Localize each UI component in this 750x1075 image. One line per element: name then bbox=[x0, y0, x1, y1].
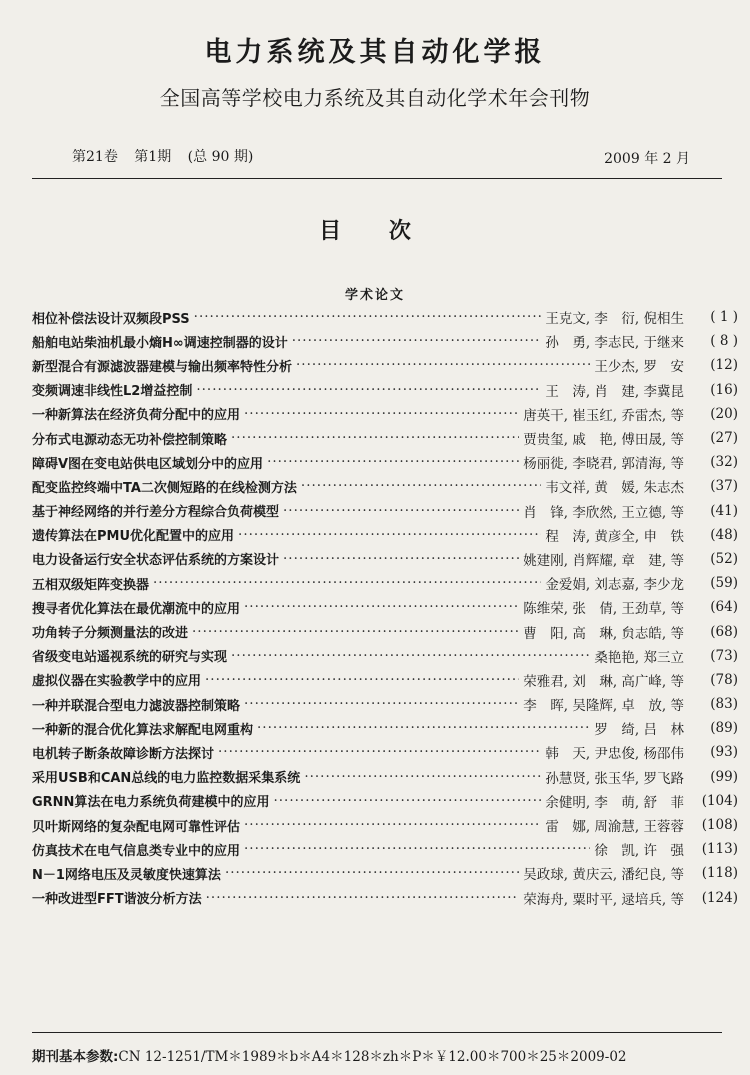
toc-entry-authors: 徐 凯, 许 强 bbox=[594, 843, 684, 860]
toc-entry-authors: 荣雅君, 刘 琳, 高广峰, 等 bbox=[523, 673, 684, 690]
toc-entry-authors: 杨丽徙, 李晓君, 郭清海, 等 bbox=[523, 456, 684, 473]
toc-entry-page: (124) bbox=[701, 889, 738, 906]
toc-leader-dots bbox=[304, 769, 541, 785]
issue-date: 2009 年 2 月 bbox=[604, 151, 690, 167]
toc-entry bbox=[32, 716, 738, 740]
toc-entry bbox=[32, 450, 738, 474]
toc-entry bbox=[32, 426, 738, 450]
toc-entry bbox=[32, 305, 738, 329]
toc-entry-authors: 曹 阳, 高 琳, 贠志皓, 等 bbox=[523, 625, 684, 642]
toc-entry-page: (59) bbox=[710, 575, 738, 592]
toc-entry-title: 船舶电站柴油机最小熵H∞调速控制器的设计 bbox=[32, 335, 288, 351]
toc-entry-title: 一种新算法在经济负荷分配中的应用 bbox=[32, 408, 241, 424]
toc-entry bbox=[32, 378, 738, 402]
total-issue-label: (总 90 期) bbox=[187, 149, 254, 165]
section-heading: 学术论文 bbox=[344, 288, 405, 303]
toc-leader-dots bbox=[205, 672, 519, 688]
toc-entry-title: 搜寻者优化算法在最优潮流中的应用 bbox=[32, 601, 241, 617]
toc-entry-page: (68) bbox=[710, 623, 738, 640]
toc-entry-authors: 金爱娟, 刘志嘉, 李少龙 bbox=[545, 577, 684, 594]
toc-entry-page: (113) bbox=[701, 841, 738, 858]
toc-entry bbox=[32, 765, 738, 789]
toc-leader-dots bbox=[218, 744, 541, 760]
toc-leader-dots bbox=[292, 333, 542, 349]
journal-parameters bbox=[32, 1045, 627, 1065]
top-divider bbox=[32, 178, 722, 179]
toc-entry-title: 基于神经网络的并行差分方程综合负荷模型 bbox=[32, 505, 280, 521]
parameters-value: CN 12-1251/TM＊1989＊b＊A4＊128＊zh＊P＊￥12.00＊700＊25＊2009-02 bbox=[118, 1049, 627, 1065]
toc-entry-page: (78) bbox=[710, 671, 738, 688]
toc-entry-page: ( 8 ) bbox=[710, 333, 738, 350]
toc-entry-authors: 李 晖, 吴隆辉, 卓 放, 等 bbox=[523, 698, 684, 715]
toc-entry-title: 新型混合有源滤波器建模与输出频率特性分析 bbox=[32, 359, 293, 375]
toc-entry bbox=[32, 813, 738, 837]
toc-entry-title: 一种改进型FFT谐波分析方法 bbox=[32, 892, 202, 908]
toc-leader-dots bbox=[192, 624, 519, 640]
volume-label: 第21卷 bbox=[72, 149, 118, 165]
toc-entry-page: (52) bbox=[710, 550, 738, 567]
toc-entry-title: GRNN算法在电力系统负荷建模中的应用 bbox=[32, 795, 270, 811]
toc-entry-title: 电机转子断条故障诊断方法探讨 bbox=[32, 746, 215, 762]
toc-entry bbox=[32, 474, 738, 498]
toc-entry-page: (118) bbox=[701, 865, 738, 882]
toc-entry-authors: 唐英干, 崔玉红, 乔雷杰, 等 bbox=[523, 407, 684, 424]
toc-entry-page: (108) bbox=[701, 817, 738, 834]
toc-leader-dots bbox=[231, 648, 590, 664]
toc-leader-dots bbox=[267, 454, 519, 470]
toc-entry-page: (93) bbox=[710, 744, 738, 761]
toc-entry-title: N－1网络电压及灵敏度快速算法 bbox=[32, 867, 221, 883]
toc-leader-dots bbox=[153, 575, 541, 591]
toc-entry bbox=[32, 329, 738, 353]
toc-entry-page: (104) bbox=[701, 792, 738, 809]
toc-leader-dots bbox=[194, 309, 542, 325]
toc-entry-authors: 韦文祥, 黄 媛, 朱志杰 bbox=[545, 480, 684, 497]
toc-leader-dots bbox=[244, 599, 519, 615]
toc-entry bbox=[32, 402, 738, 426]
toc-entry-authors: 肖 锋, 李欣然, 王立德, 等 bbox=[523, 504, 684, 521]
toc-entry-authors: 王 涛, 肖 建, 李冀昆 bbox=[545, 383, 684, 400]
toc-leader-dots bbox=[231, 430, 519, 446]
toc-leader-dots bbox=[244, 841, 590, 857]
toc-entry-title: 变频调速非线性L2增益控制 bbox=[32, 384, 193, 400]
toc-entry-page: (99) bbox=[710, 768, 738, 785]
toc-entry-authors: 桑艳艳, 郑三立 bbox=[594, 649, 684, 666]
bottom-divider bbox=[32, 1032, 722, 1033]
toc-leader-dots bbox=[283, 503, 519, 519]
toc-entry bbox=[32, 499, 738, 523]
toc-leader-dots bbox=[244, 406, 519, 422]
journal-subtitle: 全国高等学校电力系统及其自动化学术年会刊物 bbox=[159, 86, 591, 110]
toc-entry-page: (41) bbox=[710, 502, 738, 519]
toc-entry-title: 分布式电源动态无功补偿控制策略 bbox=[32, 432, 228, 448]
toc-entry-authors: 程 涛, 黄彦全, 申 铁 bbox=[545, 528, 684, 545]
toc-entry-authors: 韩 天, 尹忠俊, 杨邵伟 bbox=[545, 746, 684, 763]
toc-entry-page: (32) bbox=[710, 454, 738, 471]
toc-entry-page: (73) bbox=[710, 647, 738, 664]
toc-leader-dots bbox=[296, 357, 590, 373]
toc-entry-authors: 姚建刚, 肖辉耀, 章 建, 等 bbox=[523, 552, 684, 569]
toc-entry bbox=[32, 886, 738, 910]
toc-leader-dots bbox=[244, 817, 541, 833]
parameters-label: 期刊基本参数: bbox=[32, 1049, 119, 1065]
issue-label: 第1期 bbox=[134, 149, 172, 165]
toc-entry-authors: 余健明, 李 萌, 舒 菲 bbox=[545, 794, 684, 811]
toc-leader-dots bbox=[196, 382, 541, 398]
toc-leader-dots bbox=[257, 720, 590, 736]
toc-entry bbox=[32, 523, 738, 547]
table-of-contents bbox=[32, 305, 738, 910]
toc-entry-authors: 陈维荣, 张 倩, 王劲草, 等 bbox=[523, 601, 684, 618]
toc-entry-page: (89) bbox=[710, 720, 738, 737]
toc-entry-page: (27) bbox=[710, 430, 738, 447]
toc-entry bbox=[32, 740, 738, 764]
journal-title: 电力系统及其自动化学报 bbox=[204, 37, 546, 68]
toc-entry-title: 遗传算法在PMU优化配置中的应用 bbox=[32, 529, 235, 545]
toc-entry-title: 一种新的混合优化算法求解配电网重构 bbox=[32, 722, 254, 738]
toc-entry-title: 功角转子分频测量法的改进 bbox=[32, 626, 189, 642]
toc-entry-title: 相位补偿法设计双频段PSS bbox=[32, 311, 190, 327]
toc-leader-dots bbox=[301, 478, 541, 494]
toc-entry-title: 贝叶斯网络的复杂配电网可靠性评估 bbox=[32, 819, 241, 835]
toc-leader-dots bbox=[244, 696, 519, 712]
toc-entry-title: 省级变电站遥视系统的研究与实现 bbox=[32, 650, 228, 666]
toc-entry bbox=[32, 668, 738, 692]
toc-entry-authors: 雷 娜, 周渝慧, 王蓉蓉 bbox=[545, 819, 684, 836]
toc-leader-dots bbox=[206, 890, 520, 906]
toc-entry-authors: 罗 绮, 吕 林 bbox=[594, 722, 684, 739]
toc-entry-title: 障碍V图在变电站供电区域划分中的应用 bbox=[32, 456, 264, 472]
toc-entry bbox=[32, 644, 738, 668]
toc-entry bbox=[32, 353, 738, 377]
toc-entry bbox=[32, 619, 738, 643]
toc-entry-authors: 孙慧贤, 张玉华, 罗飞路 bbox=[545, 770, 684, 787]
toc-entry-page: (83) bbox=[710, 696, 738, 713]
toc-entry-authors: 孙 勇, 李志民, 于继来 bbox=[545, 335, 684, 352]
contents-heading: 目 次 bbox=[319, 219, 431, 244]
toc-entry-title: 一种并联混合型电力滤波器控制策略 bbox=[32, 698, 241, 714]
toc-entry bbox=[32, 837, 738, 861]
toc-entry-page: (12) bbox=[710, 357, 738, 374]
toc-entry bbox=[32, 692, 738, 716]
toc-entry-page: (16) bbox=[710, 381, 738, 398]
toc-entry-authors: 贾贵玺, 戚 艳, 傅田晟, 等 bbox=[523, 432, 684, 449]
toc-entry bbox=[32, 547, 738, 571]
issue-info bbox=[72, 146, 265, 166]
toc-entry-title: 五相双级矩阵变换器 bbox=[32, 577, 150, 593]
toc-entry-page: (37) bbox=[710, 478, 738, 495]
toc-leader-dots bbox=[283, 551, 519, 567]
toc-entry-page: (20) bbox=[710, 405, 738, 422]
toc-entry bbox=[32, 861, 738, 885]
toc-entry-title: 虚拟仪器在实验教学中的应用 bbox=[32, 674, 202, 690]
toc-entry bbox=[32, 595, 738, 619]
toc-leader-dots bbox=[273, 793, 541, 809]
toc-entry-page: (64) bbox=[710, 599, 738, 616]
toc-leader-dots bbox=[225, 865, 519, 881]
toc-entry bbox=[32, 571, 738, 595]
toc-entry-title: 采用USB和CAN总线的电力监控数据采集系统 bbox=[32, 771, 301, 787]
toc-entry-authors: 吴政球, 黄庆云, 潘纪良, 等 bbox=[523, 867, 684, 884]
toc-entry-authors: 荣海舟, 粟时平, 逯培兵, 等 bbox=[523, 891, 684, 908]
toc-leader-dots bbox=[238, 527, 541, 543]
toc-entry bbox=[32, 789, 738, 813]
toc-entry-authors: 王克文, 李 衍, 倪相生 bbox=[545, 311, 684, 328]
toc-entry-title: 电力设备运行安全状态评估系统的方案设计 bbox=[32, 553, 280, 569]
toc-entry-authors: 王少杰, 罗 安 bbox=[594, 359, 684, 376]
toc-entry-title: 配变监控终端中TA二次侧短路的在线检测方法 bbox=[32, 480, 297, 496]
toc-entry-page: (48) bbox=[710, 526, 738, 543]
toc-entry-page: ( 1 ) bbox=[710, 309, 738, 326]
toc-entry-title: 仿真技术在电气信息类专业中的应用 bbox=[32, 843, 241, 859]
